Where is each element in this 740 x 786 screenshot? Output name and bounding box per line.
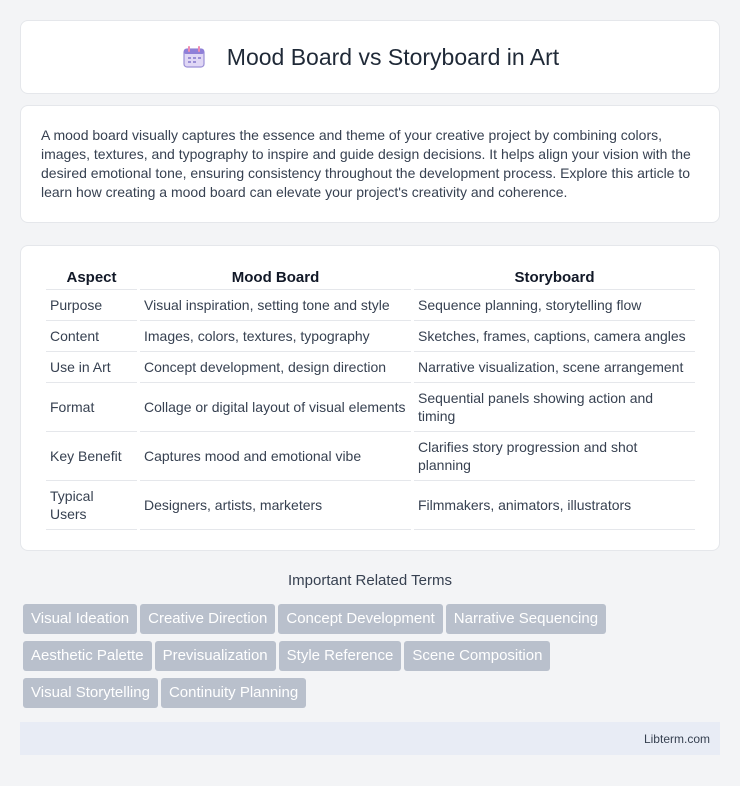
row-storyboard: Narrative visualization, scene arrangement [414, 352, 695, 383]
tag-style-reference[interactable]: Style Reference [279, 641, 402, 671]
row-aspect: Use in Art [46, 352, 137, 383]
comparison-table [43, 266, 698, 530]
table-row [46, 352, 695, 383]
row-mood-board: Designers, artists, marketers [140, 481, 411, 530]
row-storyboard: Clarifies story progression and shot planning [414, 432, 695, 481]
comparison-card [20, 245, 720, 551]
tag-continuity-planning[interactable]: Continuity Planning [161, 678, 306, 708]
row-aspect: Typical Users [46, 481, 137, 530]
header-aspect: Aspect [46, 266, 137, 290]
header-mood-board: Mood Board [140, 266, 411, 290]
tag-visual-storytelling[interactable]: Visual Storytelling [23, 678, 158, 708]
calendar-icon [181, 44, 207, 70]
row-mood-board: Captures mood and emotional vibe [140, 432, 411, 481]
related-terms-list [23, 604, 723, 715]
tag-aesthetic-palette[interactable]: Aesthetic Palette [23, 641, 152, 671]
row-mood-board: Concept development, design direction [140, 352, 411, 383]
header-storyboard: Storyboard [414, 266, 695, 290]
intro-card [20, 105, 720, 223]
tag-creative-direction[interactable]: Creative Direction [140, 604, 275, 634]
tag-concept-development[interactable]: Concept Development [278, 604, 442, 634]
tag-visual-ideation[interactable]: Visual Ideation [23, 604, 137, 634]
footer [20, 722, 720, 755]
page-title: Mood Board vs Storyboard in Art [226, 43, 560, 70]
table-row [46, 321, 695, 352]
footer-site-link[interactable]: Libterm.com [643, 731, 710, 746]
row-aspect: Content [46, 321, 137, 352]
tag-scene-composition[interactable]: Scene Composition [404, 641, 550, 671]
table-row [46, 481, 695, 530]
row-mood-board: Visual inspiration, setting tone and style [140, 290, 411, 321]
related-terms-heading: Important Related Terms [288, 572, 452, 589]
row-storyboard: Filmmakers, animators, illustrators [414, 481, 695, 530]
table-row [46, 432, 695, 481]
row-aspect: Format [46, 383, 137, 432]
intro-text: A mood board visually captures the essence and theme of your creative project by combining colors, images, textures, and typography to inspire and guide design decisions. It helps align your vision with the desired emotional tone, ensuring consistency throughout the development process. Explore this article to learn how creating a mood board can elevate your project's creativity and coherence. [41, 127, 691, 200]
table-row [46, 383, 695, 432]
row-mood-board: Collage or digital layout of visual elements [140, 383, 411, 432]
table-row [46, 290, 695, 321]
row-storyboard: Sequence planning, storytelling flow [414, 290, 695, 321]
row-storyboard: Sequential panels showing action and timing [414, 383, 695, 432]
row-mood-board: Images, colors, textures, typography [140, 321, 411, 352]
row-aspect: Key Benefit [46, 432, 137, 481]
row-aspect: Purpose [46, 290, 137, 321]
title-card [20, 20, 720, 94]
tag-previsualization[interactable]: Previsualization [155, 641, 276, 671]
tag-narrative-sequencing[interactable]: Narrative Sequencing [446, 604, 606, 634]
row-storyboard: Sketches, frames, captions, camera angles [414, 321, 695, 352]
